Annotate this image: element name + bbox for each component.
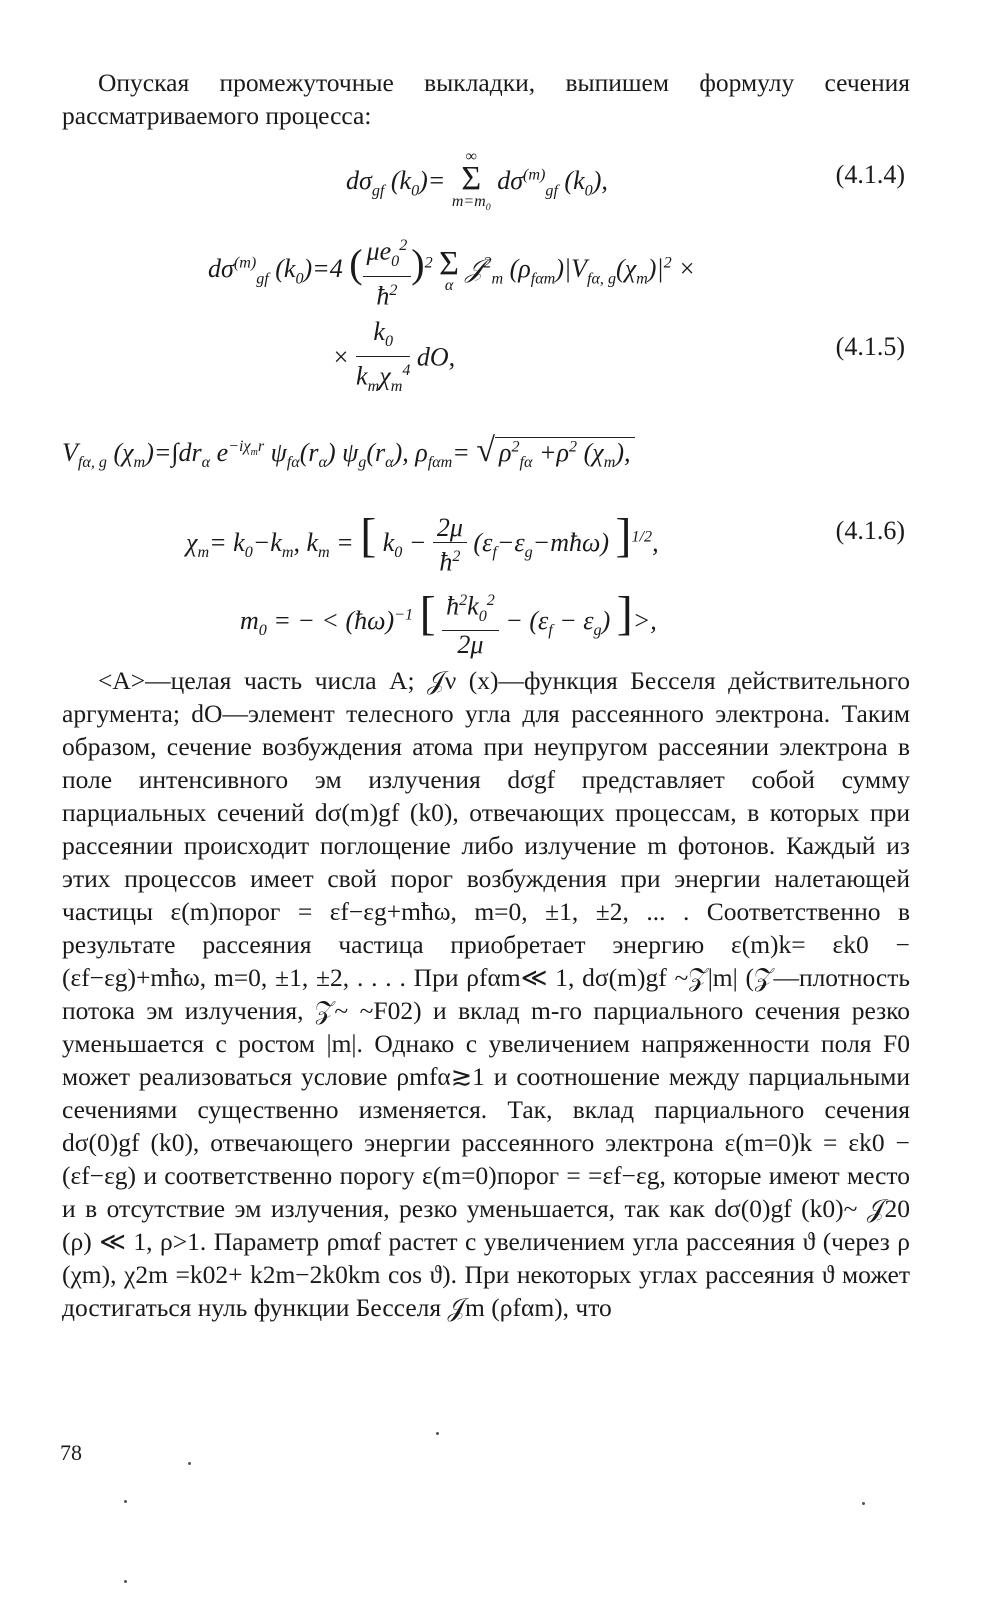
page-number: 78 xyxy=(60,1440,82,1465)
equation-label: (4.1.6) xyxy=(835,516,905,545)
body-text: <A>—целая часть числа A; 𝒥ν (x)—функция Бесселя действительного аргумента; dO—элемент телесного угла для рассеянного электрона. Таким образом, сечение возбуждения атома при неупругом рассеянии электрона в поле интенсивного эм излучения dσgf представляет собой сумму парциальных сечений dσ(m)gf (k0), отвечающих процессам, в которых при рассеянии происходит поглощение либо излучение m фотонов. Каждый из этих процессов имеет свой порог возбуждения при энергии налетающей частицы ε(m)порог = εf−εg+mħω, m=0, ±1, ±2, ... . Соответственно в результате рассеяния частица приобретает энергию ε(m)k= εk0 −(εf−εg)+mħω, m=0, ±1, ±2, . . . . При ρfαm≪ 1, dσ(m)gf ~𝒵|m| (𝒵—плотность потока эм излучения, 𝒵~ ~F02) и вклад m-го парциального сечения резко уменьшается с ростом |m|. Однако с увеличением напряженности поля F0 может реализоваться условие ρmfα≳1 и соотношение между парциальными сечениями существенно изменяется. Так, вклад парциального сечения dσ(0)gf (k0), отвечающего энергии рассеянного электрона ε(m=0)k = εk0 −(εf−εg) и соответственно порогу ε(m=0)порог = =εf−εg, которые имеют место и в отсутствие эм излучения, резко уменьшается, так как dσ(0)gf (k0)~ 𝒥20 (ρ) ≪ 1, ρ>1. Параметр ρmαf растет с увеличением угла рассеяния ϑ (через ρ (χm), χ2m =k02+ k2m−2k0km cos ϑ). При некоторых углах рассеяния ϑ может достигаться нуль функции Бесселя 𝒥m (ρfαm), что xyxy=(62,666,910,1322)
print-speck xyxy=(124,1580,127,1583)
book-page: Опуская промежуточные выкладки, выпишем формулу сечения рассматриваемого процесса: $d\sigma_{gf}$ $(k_0)=$ ∞ Σ $m=m_0$ $d\sigma^{(m)}_{gf}$ $(k_0)$, (4.1.4) $d\sigma^{(m)}_{gf}$ $(k_0)=4$ ( $\frac{\mu e_0^2}{ħ^2}$ )$^2$ Σ α 𝒥$^2_m$ $(\rho_{f\alpha m})|V_{f\alpha, g}(\chi_m)|^2$ × × $\frac{k_0}{k_m\chi_m^4}$ dO, (4.1.5) $V_{f\alpha, g}$ $(\chi_m)=\int dr_\alpha$ $e^{-i\chi_mr}$ $\psi_{f\alpha}(r_\alpha)$ $\psi_g(r_\alpha)$, $\rho_{f\alpha m}=$ √ $\rho^2_{f\alpha} +\rho^2$ $(\chi_m)$, $\chi_m= k_0-k_m$, $k_m$ = [ $k_0$ − $\frac{2\mu}{ħ^2}$ $(\varepsilon_f-\varepsilon_g-mħ\omega)$ ]$^{1/2}$, (4.1.6) $m_0$ = − < (ħω)$^{-1}$ [ $\frac{ħ^2k_0^2}{2\mu}$ − $(\varepsilon_f - \varepsilon_g)$ ]>, <A>—целая часть числа A; 𝒥ν (x)—функция Бесселя действительного аргумента; dO—элемент телесного угла для рассеянного электрона. Таким образом, сечение возбуждения атома при неупругом рассеянии электрона в поле интенсивного эм излучения dσgf представляет собой сумму парциальных сечений dσ(m)gf (k0), отвечающих процессам, в которых при рассеянии происходит поглощение либо излучение m фотонов. Каждый из этих процессов имеет свой порог возбуждения при энергии налетающей частицы ε(m)порог = εf−εg+mħω, m=0, ±1, ±2, ... . Соответственно в результате рассеяния частица приобретает энергию ε(m)k= εk0 −(εf−εg)+mħω, m=0, ±1, ±2, . . . . При ρfαm≪ 1, dσ(m)gf ~𝒵|m| (𝒵—плотность потока эм излучения, 𝒵~ ~F02) и вклад m-го парциального сечения резко уменьшается с ростом |m|. Однако с увеличением напряженности поля F0 может реализоваться условие ρmfα≳1 и соотношение между парциальными сечениями существенно изменяется. Так, вклад парциального сечения dσ(0)gf (k0), отвечающего энергии рассеянного электрона ε(m=0)k = εk0 −(εf−εg) и соответственно порогу ε(m=0)порог = =εf−εg, которые имеют место и в отсутствие эм излучения, резко уменьшается, так как dσ(0)gf (k0)~ 𝒥20 (ρ) ≪ 1, ρ>1. Параметр ρmαf растет с увеличением угла рассеяния ϑ (через ρ (χm), χ2m =k02+ k2m−2k0km cos ϑ). При некоторых углах рассеяния ϑ может достигаться нуль функции Бесселя 𝒥m (ρfαm), что 78 xyxy=(0,0,989,1601)
print-speck xyxy=(188,1462,191,1465)
print-speck xyxy=(124,1500,127,1503)
equation-label: (4.1.5) xyxy=(835,332,905,361)
equation-label: (4.1.4) xyxy=(835,160,905,189)
intro-paragraph: Опуская промежуточные выкладки, выпишем формулу сечения рассматриваемого процесса: xyxy=(62,68,910,130)
print-speck xyxy=(436,1432,439,1435)
body-paragraph xyxy=(62,664,910,1424)
print-speck xyxy=(862,1502,865,1505)
